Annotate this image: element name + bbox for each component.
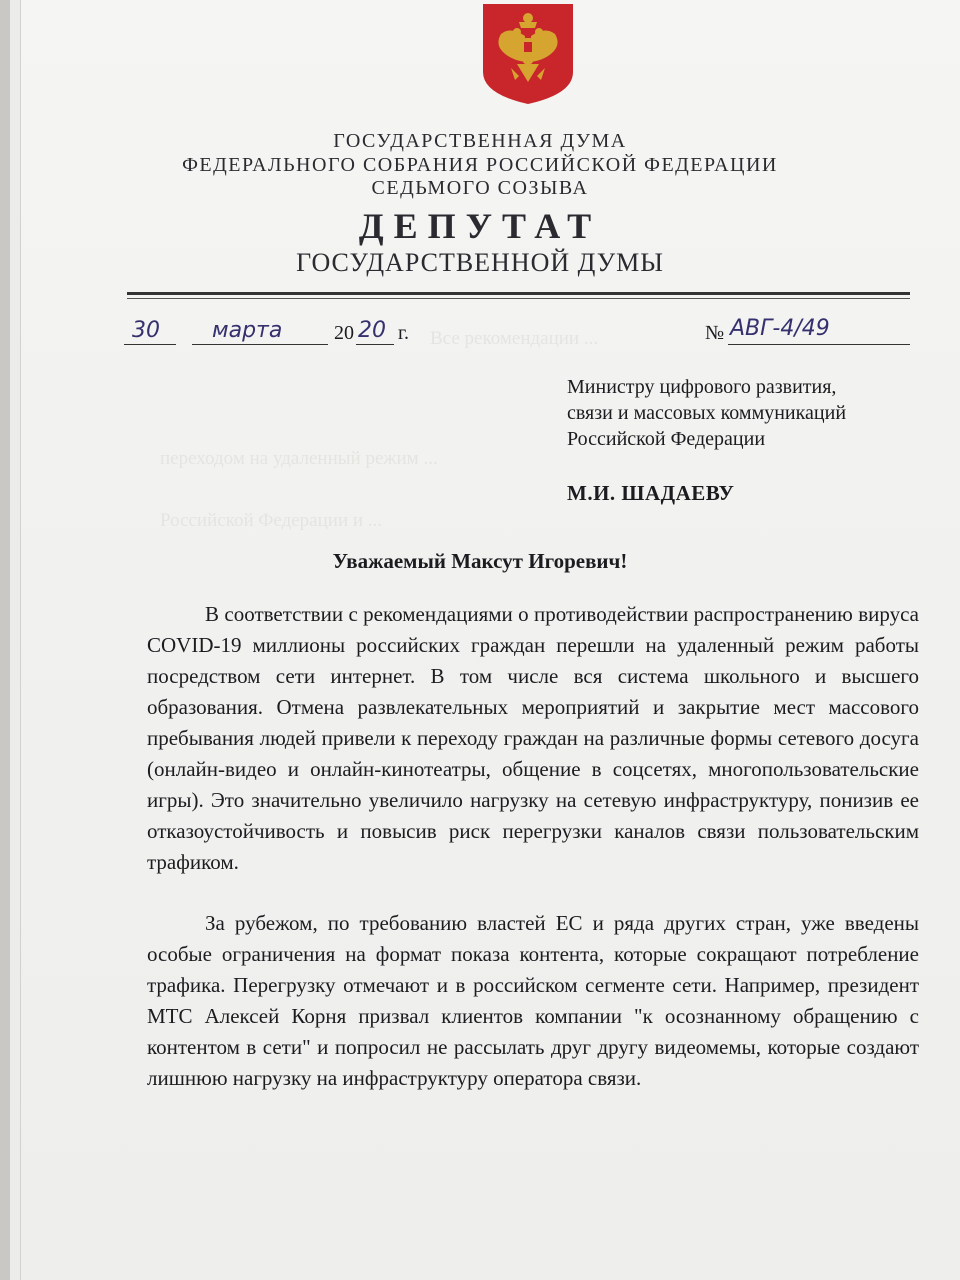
salutation: Уважаемый Максут Игоревич! xyxy=(332,549,628,573)
body-paragraph-2: За рубежом, по требованию властей ЕС и ряда других стран, уже введены особые ограничения на формат показа контента, которые сокращают потребление трафика. Перегрузку отмечают и в российском сегменте сети. Например, президент МТС Алексей Корня призвал клиентов компании "к осознанному обращению с контентом в сети" и попросил не рассылать друг другу видеомемы, которые создают лишнюю нагрузку на инфраструктуру оператора связи. xyxy=(147,911,919,1090)
letterhead-subtitle: ГОСУДАРСТВЕННОЙ ДУМЫ xyxy=(296,248,664,277)
org-name-line-1: ГОСУДАРСТВЕННАЯ ДУМА xyxy=(333,130,627,152)
date-year-unit: г. xyxy=(398,322,409,344)
date-year-underline xyxy=(356,344,394,345)
org-name-line-2: ФЕДЕРАЛЬНОГО СОБРАНИЯ РОССИЙСКОЙ ФЕДЕРАЦИИ xyxy=(182,154,778,176)
date-year-suffix: 20 xyxy=(358,318,386,343)
addressee-line-2: связи и массовых коммуникаций xyxy=(567,402,847,424)
document-number: АВГ-4/49 xyxy=(730,316,830,341)
document-number-label: № xyxy=(705,322,725,344)
date-month-underline xyxy=(192,344,328,345)
date-year-prefix: 20 xyxy=(334,322,354,344)
letterhead-rule-thick xyxy=(127,292,910,295)
letterhead-rule-thin xyxy=(127,298,910,299)
org-name-line-3: СЕДЬМОГО СОЗЫВА xyxy=(371,177,589,199)
date-day: 30 xyxy=(132,318,160,343)
addressee-line-1: Министру цифрового развития, xyxy=(567,376,837,398)
show-through-text: Все рекомендации ... xyxy=(430,328,599,349)
date-day-underline xyxy=(124,344,176,345)
show-through-text: переходом на удаленный режим ... xyxy=(160,448,438,469)
document-number-underline xyxy=(728,344,910,345)
show-through-text: Российской Федерации и ... xyxy=(160,510,383,531)
coat-of-arms-icon xyxy=(481,2,575,106)
letterhead-title: ДЕПУТАТ xyxy=(358,206,602,246)
body-paragraph-1: В соответствии с рекомендациями о противодействии распространению вируса COVID-19 миллионы российских граждан перешли на удаленный режим работы посредством сети интернет. В том числе вся система школьного и высшего образования. Отмена развлекательных мероприятий и закрытие мест массового пребывания людей привели к переходу граждан на различные формы сетевого досуга (онлайн-видео и онлайн-кинотеатры, общение в соцсетях, многопользовательские игры). Это значительно увеличило нагрузку на сетевую инфраструктуру, понизив ее отказоустойчивость и повысив риск перегрузки каналов связи пользовательским трафиком. xyxy=(147,602,919,874)
addressee-name: М.И. ШАДАЕВУ xyxy=(567,481,735,505)
addressee-line-3: Российской Федерации xyxy=(567,428,766,450)
date-month: марта xyxy=(212,318,283,343)
